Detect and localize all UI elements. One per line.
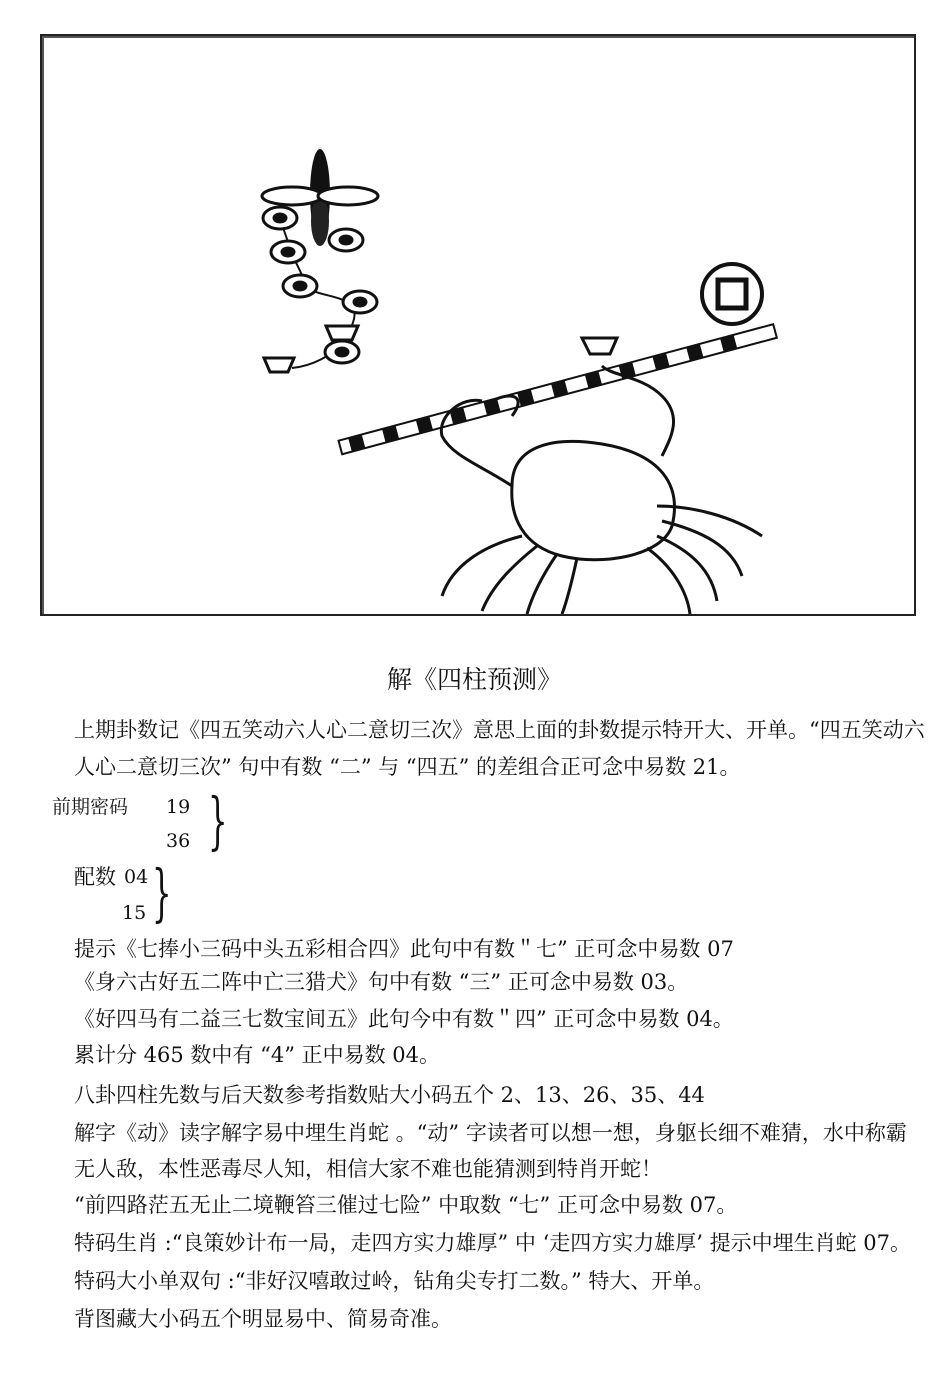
text-line: “前四路茫五无止二境鞭笞三催过七险” 中取数 “七” 正可念中易数 07。 xyxy=(74,1193,738,1217)
text-line: 《身六古好五二阵中亡三猎犬》句中有数 “三” 正可念中易数 03。 xyxy=(74,970,689,994)
ingot-icon xyxy=(582,338,617,354)
pair-number: 04 xyxy=(124,866,149,888)
text-line: 八卦四柱先数与后天数参考指数贴大小码五个 2、13、26、35、44 xyxy=(74,1083,705,1107)
text-line: 上期卦数记《四五笑动六人心二意切三次》意思上面的卦数提示特开大、开单。“四五笑动六 xyxy=(74,718,925,742)
illustration-frame xyxy=(40,34,916,616)
text-line: 人心二意切三次” 句中有数 “二” 与 “四五” 的差组合正可念中易数 21。 xyxy=(74,755,741,779)
previous-number: 19 xyxy=(166,796,191,818)
pair-label: 配数 xyxy=(74,865,116,889)
page-title: 解《四柱预测》 xyxy=(386,665,562,694)
text-line: 特码生肖 :“良策妙计布一局，走四方实力雄厚” 中 ‘走四方实力雄厚’ 提示中埋生肖蛇 07。 xyxy=(74,1231,911,1255)
propeller-icon xyxy=(262,149,378,246)
text-line: 特码大小单双句 :“非好汉嘻敢过岭，钻角尖专打二数。” 特大、开单。 xyxy=(74,1269,715,1293)
text-line: 无人敌，本性恶毒尽人知，相信大家不难也能猜测到特肖开蛇！ xyxy=(74,1157,662,1181)
brace-icon: } xyxy=(151,856,172,929)
striped-pole xyxy=(339,324,777,454)
coin-icon xyxy=(702,264,762,324)
crab-illustration xyxy=(42,36,914,614)
previous-number: 36 xyxy=(166,830,191,852)
text-line: 累计分 465 数中有 “4” 正中易数 04。 xyxy=(74,1043,441,1067)
previous-label: 前期密码 xyxy=(52,796,129,818)
text-line: 解字《动》读字解字易中埋生肖蛇 。“动” 字读者可以想一想，身躯长细不难猜，水中称霸 xyxy=(74,1121,907,1145)
text-line: 《好四马有二益三七数宝间五》此句今中有数＂四” 正可念中易数 04。 xyxy=(74,1007,734,1031)
pair-number: 15 xyxy=(122,902,147,924)
text-line: 背图藏大小码五个明显易中、简易奇准。 xyxy=(74,1307,452,1331)
brace-icon: } xyxy=(207,784,228,857)
text-line: 提示《七捧小三码中头五彩相合四》此句中有数＂七” 正可念中易数 07 xyxy=(74,937,734,961)
